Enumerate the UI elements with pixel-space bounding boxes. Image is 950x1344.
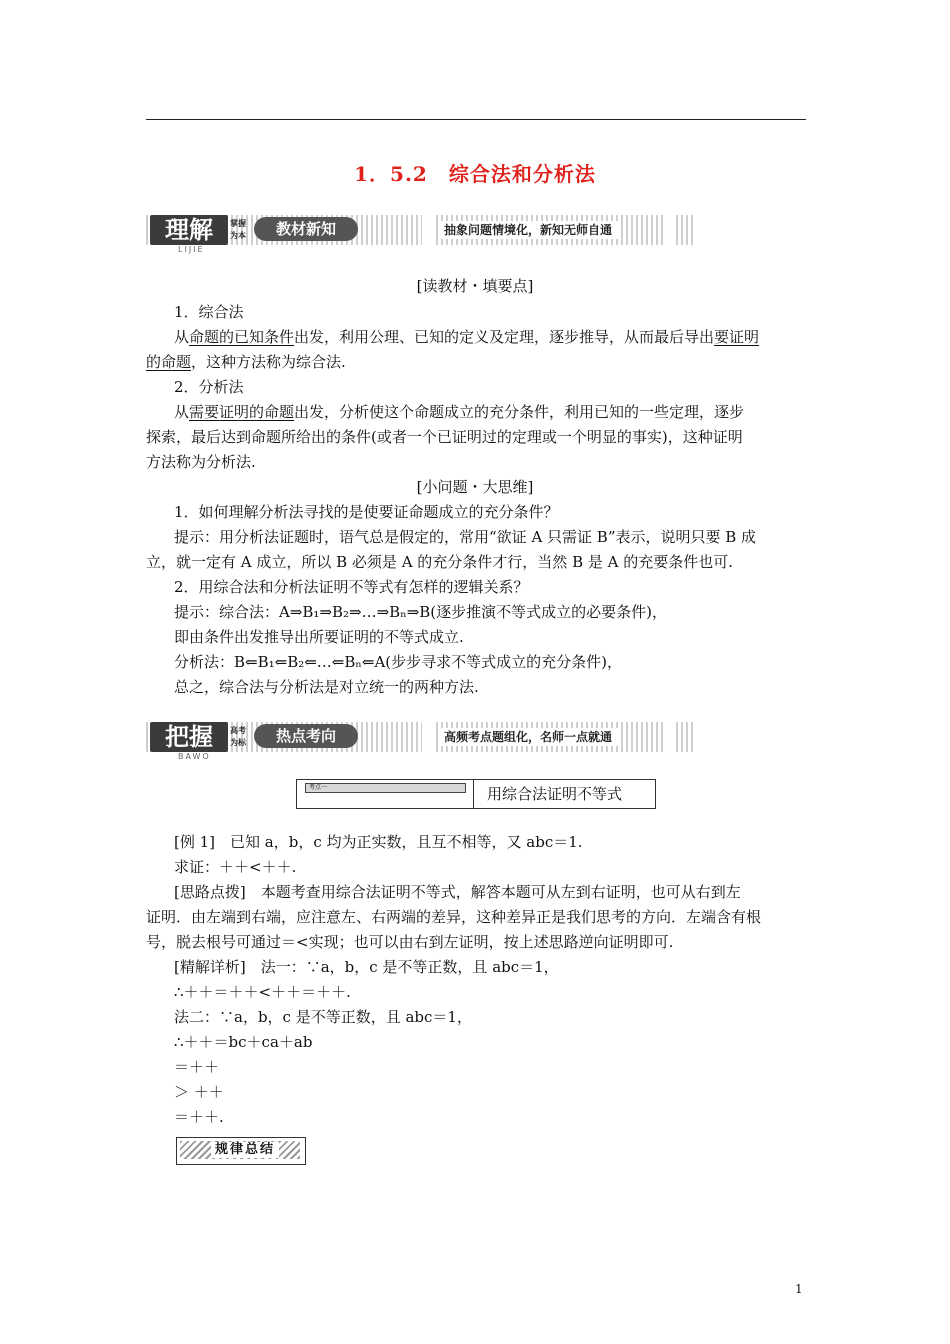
header-rule — [146, 119, 806, 120]
text: 出发，利用公理、已知的定义及定理，逐步推导，从而最后导出 — [294, 328, 715, 346]
text: 从 — [174, 328, 190, 346]
page-number: 1 — [795, 1282, 803, 1296]
q2-hint-3: 分析法：B⇐B₁⇐B₂⇐…⇐Bₙ⇐A(步步寻求不等式成立的充分条件)， — [174, 653, 622, 671]
s2-line3: 方法称为分析法. — [146, 453, 256, 471]
solution-line-7: ＝＋＋. — [174, 1108, 224, 1126]
s1-title: 1．综合法 — [174, 303, 244, 321]
small-heading: [小问题・大思维] — [416, 478, 534, 496]
summary-label: 规律总结 — [211, 1142, 279, 1158]
read-heading: [读教材・填要点] — [416, 277, 534, 295]
underlined-term: 需要证明的命题 — [189, 403, 295, 421]
banner-slogan: 高频考点题组化，名师一点就通 — [438, 728, 618, 746]
underlined-term: 命题的已知条件 — [189, 328, 295, 346]
s2-line2: 探索，最后达到命题所给出的条件(或者一个已证明过的定理或一个明显的事实)，这种证明 — [146, 428, 743, 446]
hint-line-1: [思路点拨] 本题考查用综合法证明不等式，解答本题可从左到右证明，也可从右到左 — [174, 883, 741, 901]
example-line-2: 求证：＋＋<＋＋. — [174, 858, 297, 876]
kaodian-box — [296, 779, 656, 809]
q2-hint-2: 即由条件出发推导出所要证明的不等式成立. — [174, 628, 464, 646]
s1-line1 — [174, 327, 759, 347]
kaodian-label: 用综合法证明不等式 — [487, 785, 623, 803]
text: 出发，分析使这个命题成立的充分条件，利用已知的一些定理，逐步 — [294, 403, 745, 421]
underlined-term: 要证明 — [714, 328, 760, 346]
text: ，这种方法称为综合法. — [191, 353, 346, 371]
kaodian-divider — [473, 780, 474, 808]
banner-gap — [422, 722, 436, 752]
solution-line-3: 法二：∵a，b，c 是不等正数，且 abc＝1， — [174, 1008, 472, 1026]
q1-hint-2: 立，就一定有 A 成立，所以 B 必须是 A 的充分条件才行，当然 B 是 A 的充要条件也可. — [146, 553, 733, 571]
solution-line-2: ∴＋＋＝＋＋<＋＋＝＋＋. — [174, 983, 351, 1001]
banner-pill-text: 热点考向 — [254, 724, 358, 748]
banner-gap-2 — [666, 722, 674, 752]
hint-line-3: 号，脱去根号可通过＝<实现；也可以由右到左证明，按上述思路逆向证明即可. — [146, 933, 674, 951]
banner-pinyin: BAWO — [178, 752, 211, 761]
banner-big-text: 把握 — [150, 722, 228, 752]
text: 从 — [174, 403, 190, 421]
solution-line-4: ∴＋＋＝bc＋ca＋ab — [174, 1033, 313, 1051]
s2-title: 2．分析法 — [174, 378, 244, 396]
q1: 1．如何理解分析法寻找的是使要证命题成立的充分条件？ — [174, 503, 559, 521]
q1-hint-1: 提示：用分析法证题时，语气总是假定的，常用“欲证 A 只需证 B”表示，说明只要 B 成 — [174, 528, 757, 546]
banner-bawo — [146, 722, 694, 762]
q2-hint-4: 总之，综合法与分析法是对立统一的两种方法. — [174, 678, 479, 696]
section-title: 1．5.2 综合法和分析法 — [354, 162, 596, 186]
underlined-term: 的命题 — [146, 353, 192, 371]
banner-lijie — [146, 215, 694, 255]
q2-hint-1: 提示：综合法：A⇒B₁⇒B₂⇒…⇒Bₙ⇒B(逐步推演不等式成立的必要条件)， — [174, 603, 667, 621]
banner-slogan: 抽象问题情境化，新知无师自通 — [438, 221, 618, 239]
s2-line1 — [174, 402, 744, 422]
solution-line-1: [精解详析] 法一：∵a，b，c 是不等正数，且 abc＝1， — [174, 958, 559, 976]
hint-line-2: 证明．由左端到右端，应注意左、右两端的差异，这种差异正是我们思考的方向．左端含有根 — [146, 908, 762, 926]
summary-label-box — [176, 1137, 306, 1165]
banner-pill-text: 教材新知 — [254, 217, 358, 241]
banner-pinyin: LIJIE — [178, 245, 205, 254]
s1-line2 — [146, 352, 346, 372]
banner-mini-text: 掌握为本 — [230, 219, 246, 240]
banner-gap-2 — [666, 215, 674, 245]
banner-gap — [422, 215, 436, 245]
q2: 2．用综合法和分析法证明不等式有怎样的逻辑关系？ — [174, 578, 529, 596]
example-line-1: [例 1] 已知 a，b，c 均为正实数，且互不相等，又 abc＝1. — [174, 833, 583, 851]
banner-big-text: 理解 — [150, 215, 228, 245]
banner-mini-text: 高考为标 — [230, 726, 246, 747]
kaodian-tag: 考点一 — [305, 783, 466, 793]
solution-line-5: ＝＋＋ — [174, 1058, 220, 1076]
solution-line-6: ＞ ＋＋ — [174, 1083, 224, 1101]
